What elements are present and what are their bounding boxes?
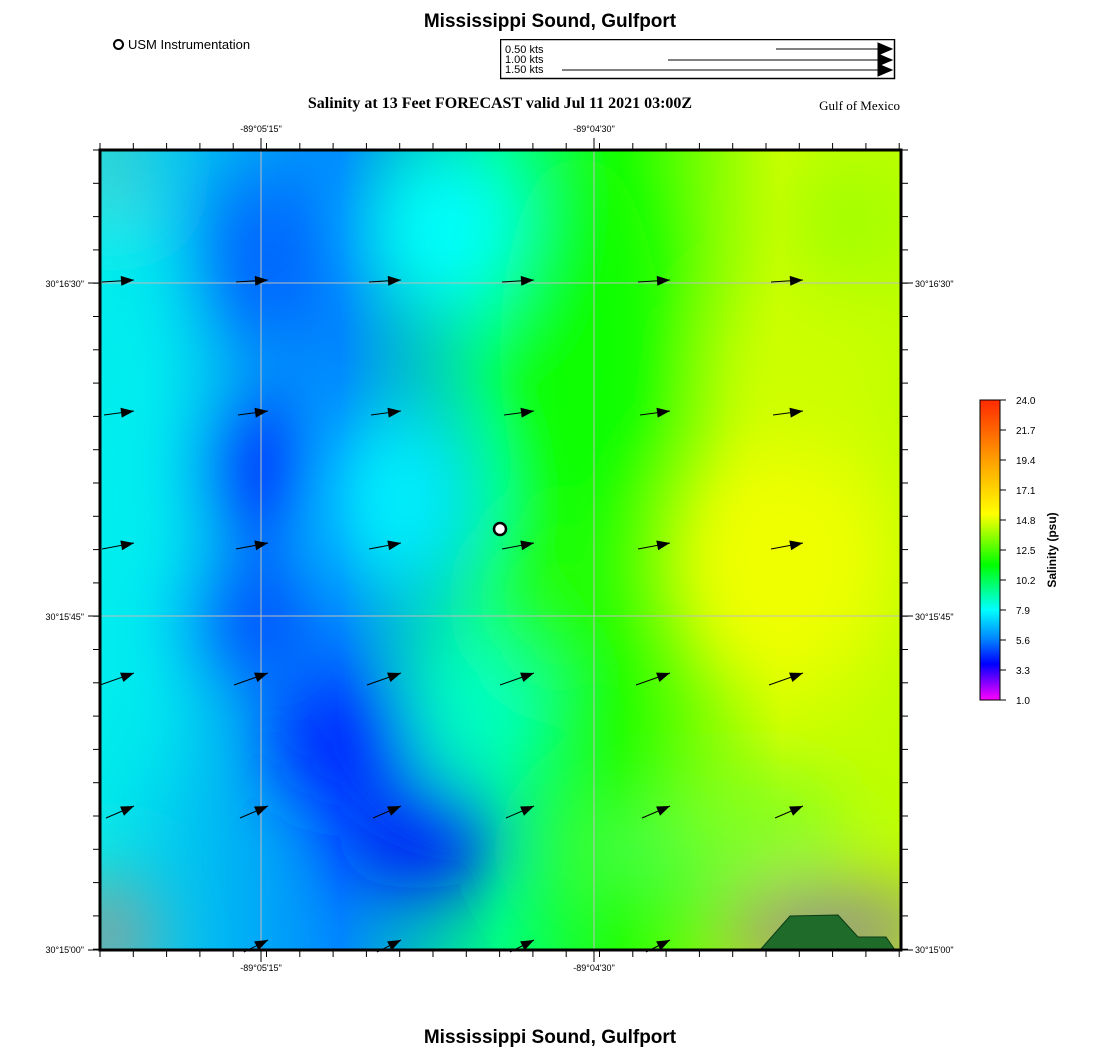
lon-label-top-0: -89°05'15" [240, 124, 282, 134]
region-label: Gulf of Mexico [819, 98, 900, 113]
scale-label-0: 0.50 kts [505, 44, 544, 56]
colorbar-tick-10: 1.0 [1016, 696, 1030, 707]
salinity-colorbar [980, 396, 1059, 707]
colorbar-tick-0: 24.0 [1016, 396, 1036, 407]
lat-label-left-1: 30°15'45" [45, 612, 84, 622]
scale-label-2: 1.50 kts [505, 64, 544, 76]
colorbar-tick-3: 17.1 [1016, 486, 1036, 497]
colorbar-tick-1: 21.7 [1016, 426, 1036, 437]
colorbar-tick-6: 10.2 [1016, 576, 1036, 587]
lat-label-left-0: 30°16'30" [45, 279, 84, 289]
instrument-marker[interactable] [494, 523, 506, 535]
lat-label-right-1: 30°15'45" [915, 612, 954, 622]
lon-label-bottom-0: -89°05'15" [240, 963, 282, 973]
instrument-legend-label: USM Instrumentation [128, 37, 251, 52]
map-subtitle: Salinity at 13 Feet FORECAST valid Jul 11 2021 03:00Z [307, 95, 693, 112]
lat-label-right-0: 30°16'30" [915, 279, 954, 289]
colorbar-tick-7: 7.9 [1016, 606, 1030, 617]
lon-label-bottom-1: -89°04'30" [573, 963, 615, 973]
colorbar-tick-5: 12.5 [1016, 546, 1036, 557]
lat-label-right-2: 30°15'00" [915, 945, 954, 955]
salinity-field [60, 130, 940, 990]
lat-label-left-2: 30°15'00" [45, 945, 84, 955]
colorbar-tick-2: 19.4 [1016, 456, 1036, 467]
colorbar-tick-8: 5.6 [1016, 636, 1030, 647]
colorbar-label: Salinity (psu) [1045, 512, 1059, 588]
scale-label-1: 1.00 kts [505, 54, 544, 66]
colorbar-tick-9: 3.3 [1016, 666, 1030, 677]
lon-label-top-1: -89°04'30" [573, 124, 615, 134]
map-title: Mississippi Sound, Gulfport [423, 11, 677, 32]
colorbar-tick-4: 14.8 [1016, 516, 1036, 527]
footer-title: Mississippi Sound, Gulfport [423, 1027, 677, 1048]
